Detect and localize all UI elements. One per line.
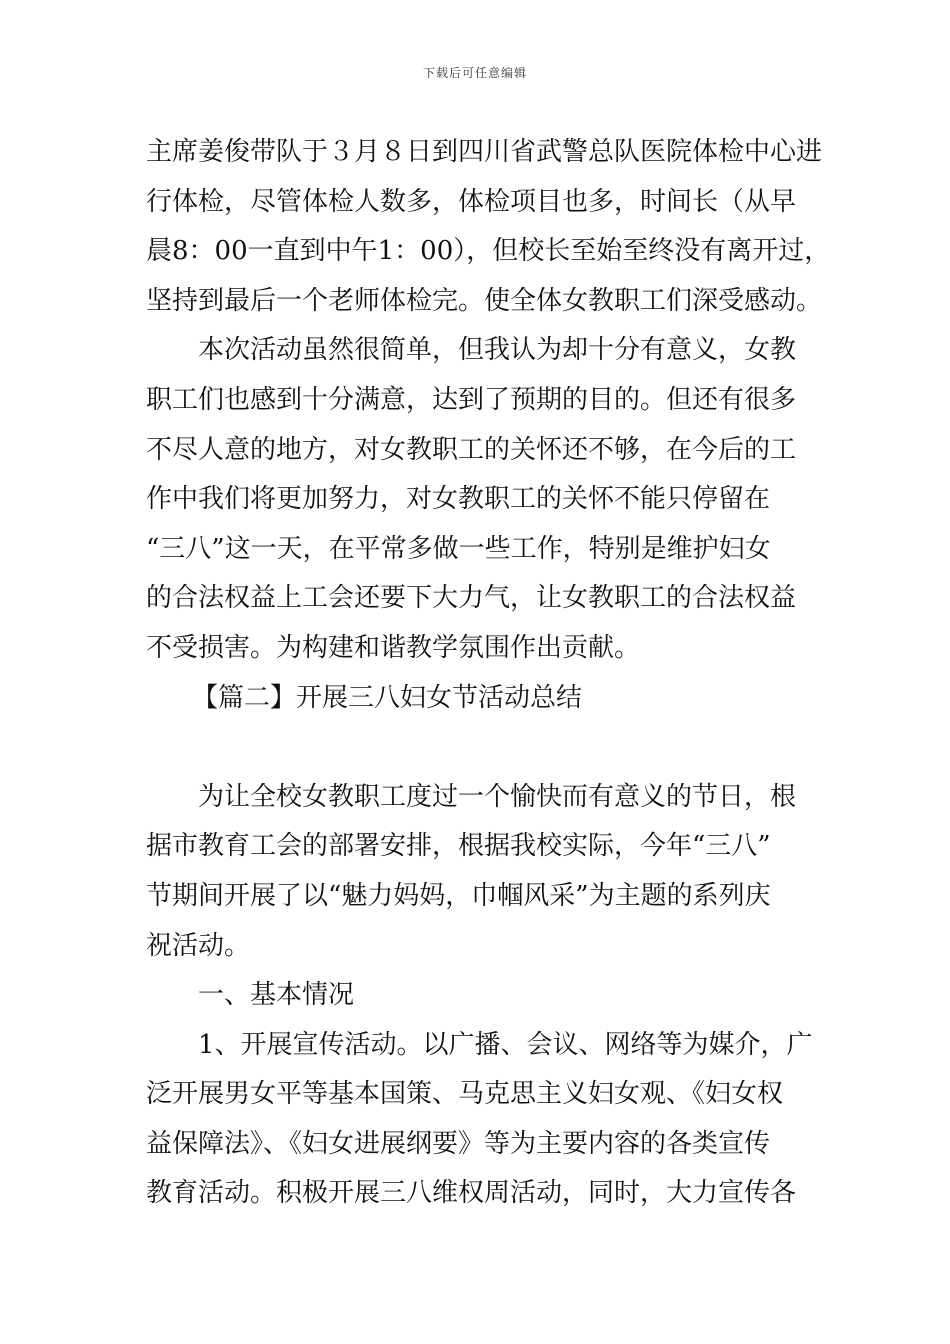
text-line: 的合法权益上工会还要下大力气，让女教职工的合法权益 (146, 583, 797, 614)
text-line: 晨8：00一直到中午1：00），但校长至始至终没有离开过， (146, 236, 831, 267)
subsection-heading: 一、基本情况 (198, 980, 355, 1011)
text-line: 据市教育工会的部署安排，根据我校实际，今年“三八” (146, 831, 771, 862)
page-header: 下载后可任意编辑 (422, 66, 527, 80)
text-line: 不尽人意的地方，对女教职工的关怀还不够，在今后的工 (146, 434, 797, 465)
text-line: 职工们也感到十分满意，达到了预期的目的。但还有很多 (146, 384, 797, 415)
blank-line (146, 723, 826, 773)
text-line: 行体检，尽管体检人数多，体检项目也多，时间长（从早 (146, 186, 797, 217)
text-line: 节期间开展了以“魅力妈妈，巾帼风采”为主题的系列庆 (146, 880, 771, 911)
text-line: 祝活动。 (146, 930, 251, 961)
text-line: 1、开展宣传活动。以广播、会议、网络等为媒介，广 (198, 1029, 813, 1060)
text-line: 本次活动虽然很简单，但我认为却十分有意义，女教 (198, 335, 797, 366)
section-heading: 【篇二】开展三八妇女节活动总结 (192, 682, 583, 713)
text-line: 泛开展男女平等基本国策、马克思主义妇女观、《妇女权 (146, 1079, 784, 1110)
text-line: “三八”这一天，在平常多做一些工作，特别是维护妇女 (146, 533, 771, 564)
text-line: 坚持到最后一个老师体检完。使全体女教职工们深受感动。 (146, 285, 823, 316)
text-line: 益保障法》、《妇女进展纲要》等为主要内容的各类宣传 (146, 1128, 771, 1159)
text-line: 不受损害。为构建和谐教学氛围作出贡献。 (146, 632, 641, 663)
text-line: 教育活动。积极开展三八维权周活动，同时，大力宣传各 (146, 1178, 797, 1209)
text-line: 为让全校女教职工度过一个愉快而有意义的节日，根 (198, 781, 797, 812)
text-line: 作中我们将更加努力，对女教职工的关怀不能只停留在 (146, 484, 771, 515)
document-body (146, 128, 831, 1219)
text-line: 主席姜俊带队于３月８日到四川省武警总队医院体检中心进 (146, 137, 823, 167)
